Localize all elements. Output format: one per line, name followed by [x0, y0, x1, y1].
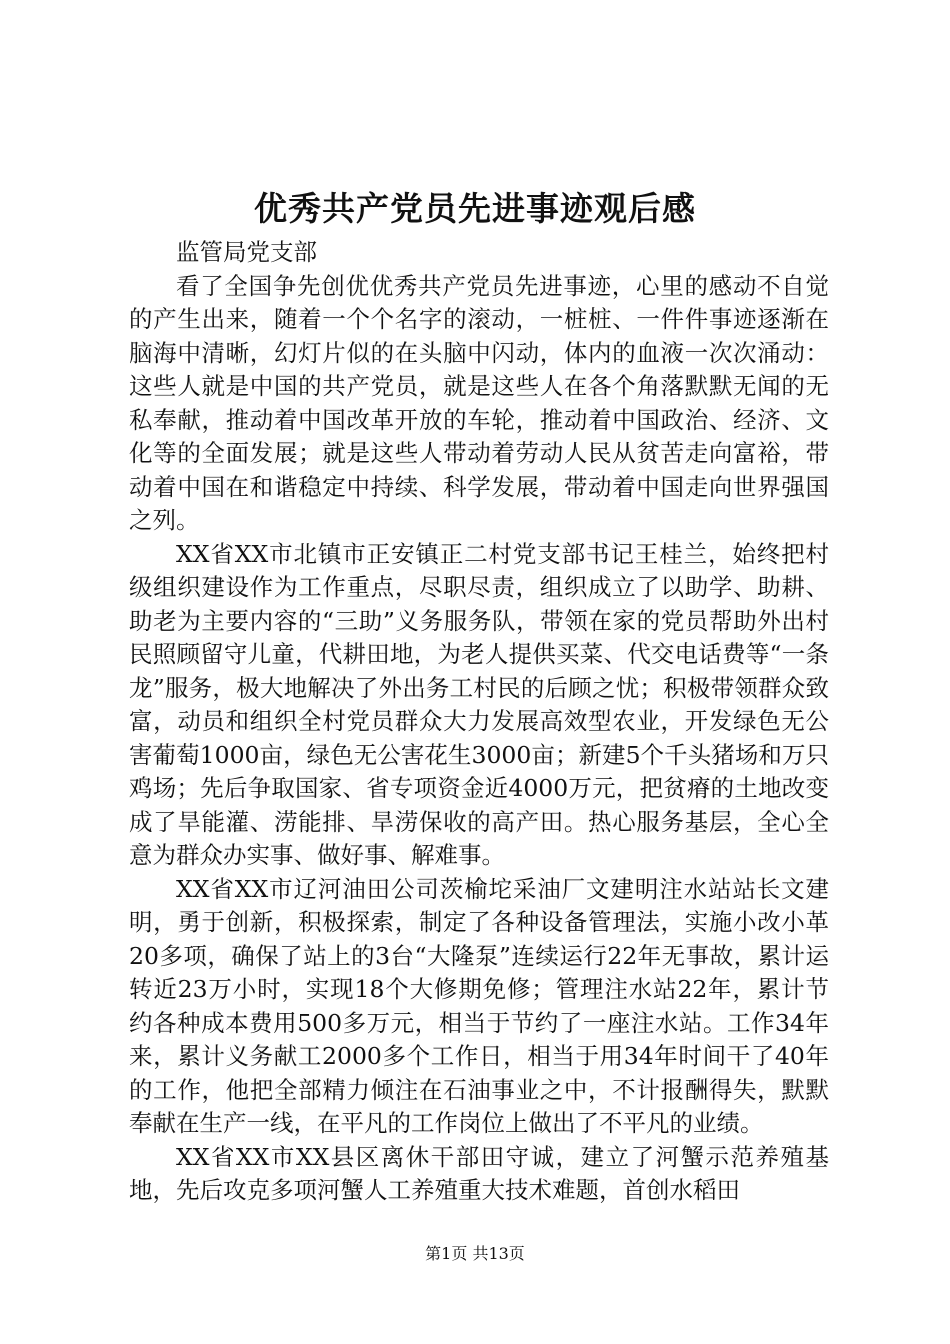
document-body [129, 236, 829, 1208]
paragraph-2: XX省XX市北镇市正安镇正二村党支部书记王桂兰，始终把村级组织建设作为工作重点，尽职尽责，组织成立了以助学、助耕、助老为主要内容的“三助”义务服务队，带领在家的党员帮助外出村民照顾留守儿童，代耕田地，为老人提供买菜、代交电话费等“一条龙”服务，极大地解决了外出务工村民的后顾之忧；积极带领群众致富，动员和组织全村党员群众大力发展高效型农业，开发绿色无公害葡萄1000亩，绿色无公害花生3000亩；新建5个千头猪场和万只鸡场；先后争取国家、省专项资金近4000万元，把贫瘠的土地改变成了旱能灌、涝能排、旱涝保收的高产田。热心服务基层，全心全意为群众办实事、做好事、解难事。 [129, 539, 829, 869]
document-title: 优秀共产党员先进事迹观后感 [254, 189, 696, 228]
page-number-footer: 第1页 共13页 [425, 1244, 525, 1263]
paragraph-4: XX省XX市XX县区离休干部田守诚，建立了河蟹示范养殖基地，先后攻克多项河蟹人工养殖重大技术难题，首创水稻田 [129, 1142, 829, 1204]
paragraph-1: 看了全国争先创优优秀共产党员先进事迹，心里的感动不自觉的产生出来，随着一个个名字的滚动，一桩桩、一件件事迹逐渐在脑海中清晰，幻灯片似的在头脑中闪动，体内的血液一次次涌动：这些人就是中国的共产党员，就是这些人在各个角落默默无闻的无私奉献，推动着中国改革开放的车轮，推动着中国政治、经济、文化等的全面发展；就是这些人带动着劳动人民从贫苦走向富裕，带动着中国在和谐稳定中持续、科学发展，带动着中国走向世界强国之列。 [129, 271, 829, 534]
paragraph-3: XX省XX市辽河油田公司茨榆坨采油厂文建明注水站站长文建明，勇于创新，积极探索，制定了各种设备管理法，实施小改小革20多项，确保了站上的3台“大隆泵”连续运行22年无事故，累计运转近23万小时，实现18个大修期免修；管理注水站22年，累计节约各种成本费用500多万元，相当于节约了一座注水站。工作34年来，累计义务献工2000多个工作日，相当于用34年时间干了40年的工作，他把全部精力倾注在石油事业之中，不计报酬得失，默默奉献在生产一线，在平凡的工作岗位上做出了不平凡的业绩。 [129, 874, 829, 1137]
author-line: 监管局党支部 [176, 238, 317, 266]
